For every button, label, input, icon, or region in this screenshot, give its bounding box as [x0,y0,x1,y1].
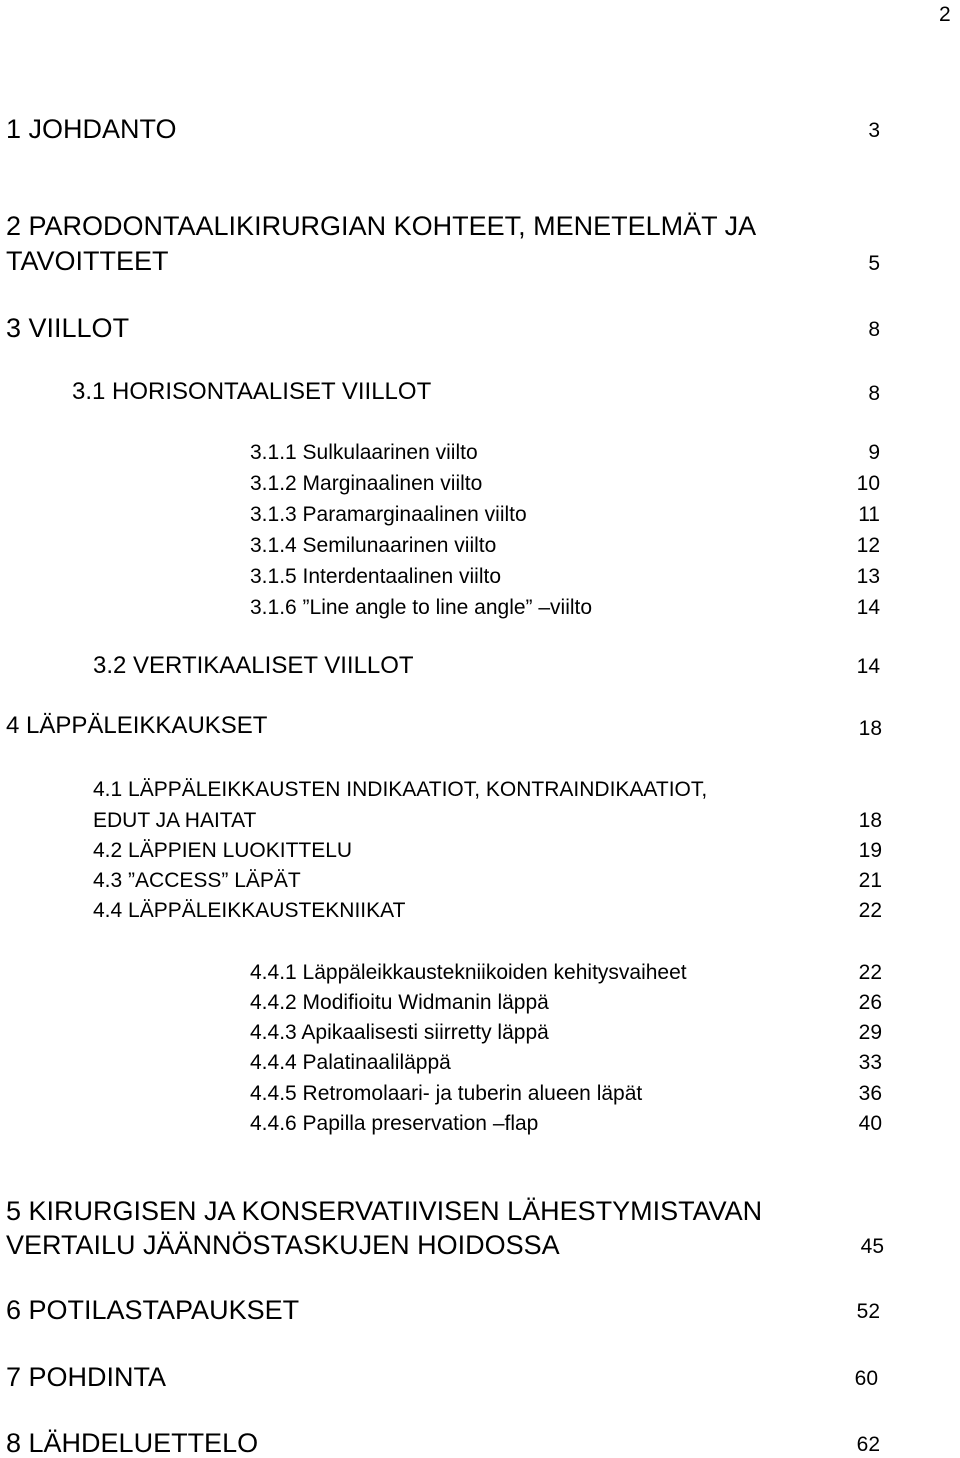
toc-page: 14 [856,655,880,678]
toc-title: 4.4.1 Läppäleikkaustekniikoiden kehitysvaiheet [250,961,687,984]
toc-page: 8 [868,382,880,405]
toc-page: 45 [860,1235,884,1258]
toc-page: 33 [858,1051,882,1074]
toc-page: 11 [858,503,880,526]
toc-title: 3.1 HORISONTAALISET VIILLOT [72,378,432,405]
toc-title: 4.4.6 Papilla preservation –flap [250,1112,539,1135]
toc-title: 4 LÄPPÄLEIKKAUKSET [6,712,268,739]
toc-page: 12 [856,534,880,557]
toc-title: 3.1.5 Interdentaalinen viilto [250,565,502,588]
toc-page: 22 [858,961,882,984]
toc-page: 52 [856,1300,880,1323]
toc-title: 4.4.5 Retromolaari- ja tuberin alueen läpät [250,1082,643,1105]
toc-title: 7 POHDINTA [6,1362,167,1392]
toc-title: 6 POTILASTAPAUKSET [6,1295,300,1325]
toc-page: 62 [856,1433,880,1456]
toc-title: 4.2 LÄPPIEN LUOKITTELU [93,839,353,862]
toc-title: 4.4 LÄPPÄLEIKKAUSTEKNIIKAT [93,899,406,922]
toc-title: 4.1 LÄPPÄLEIKKAUSTEN INDIKAATIOT, KONTRAINDIKAATIOT, [93,778,708,801]
toc-page: 14 [856,596,880,619]
toc-title: 3.1.6 ”Line angle to line angle” –viilto [250,596,593,619]
toc-title: 3.1.2 Marginaalinen viilto [250,472,483,495]
toc-title: 3.1.4 Semilunaarinen viilto [250,534,497,557]
toc-page: 36 [858,1082,882,1105]
toc-title: 2 PARODONTAALIKIRURGIAN KOHTEET, MENETELMÄT JA [6,211,757,241]
toc-page: 10 [856,472,880,495]
toc-page: 9 [868,441,880,464]
toc-title: 3 VIILLOT [6,313,130,343]
toc-title: VERTAILU JÄÄNNÖSTASKUJEN HOIDOSSA [6,1230,560,1260]
toc-title: 3.2 VERTIKAALISET VIILLOT [93,652,414,679]
toc-title: 1 JOHDANTO [6,114,177,144]
page-number: 2 [939,3,951,26]
toc-page: 60 [854,1367,878,1390]
toc-page: 13 [856,565,880,588]
toc-title: 4.4.4 Palatinaaliläppä [250,1051,451,1074]
toc-page: 21 [858,869,882,892]
toc-page: 5 [868,252,880,275]
toc-title: EDUT JA HAITAT [93,809,257,832]
toc-title: 8 LÄHDELUETTELO [6,1428,259,1458]
toc-title: 3.1.1 Sulkulaarinen viilto [250,441,478,464]
toc-page: 8 [868,318,880,341]
toc-page: 18 [858,717,882,740]
toc-page: 3 [868,119,880,142]
toc-title: 5 KIRURGISEN JA KONSERVATIIVISEN LÄHESTYMISTAVAN [6,1196,763,1226]
toc-title: 4.4.3 Apikaalisesti siirretty läppä [250,1021,549,1044]
toc-page: 26 [858,991,882,1014]
toc-title: 4.3 ”ACCESS” LÄPÄT [93,869,301,892]
toc-page: 19 [858,839,882,862]
toc-title: 3.1.3 Paramarginaalinen viilto [250,503,527,526]
toc-page: 29 [858,1021,882,1044]
toc-title: TAVOITTEET [6,246,169,276]
toc-title: 4.4.2 Modifioitu Widmanin läppä [250,991,549,1014]
toc-page: 18 [858,809,882,832]
toc-page: 22 [858,899,882,922]
toc-page: 40 [858,1112,882,1135]
